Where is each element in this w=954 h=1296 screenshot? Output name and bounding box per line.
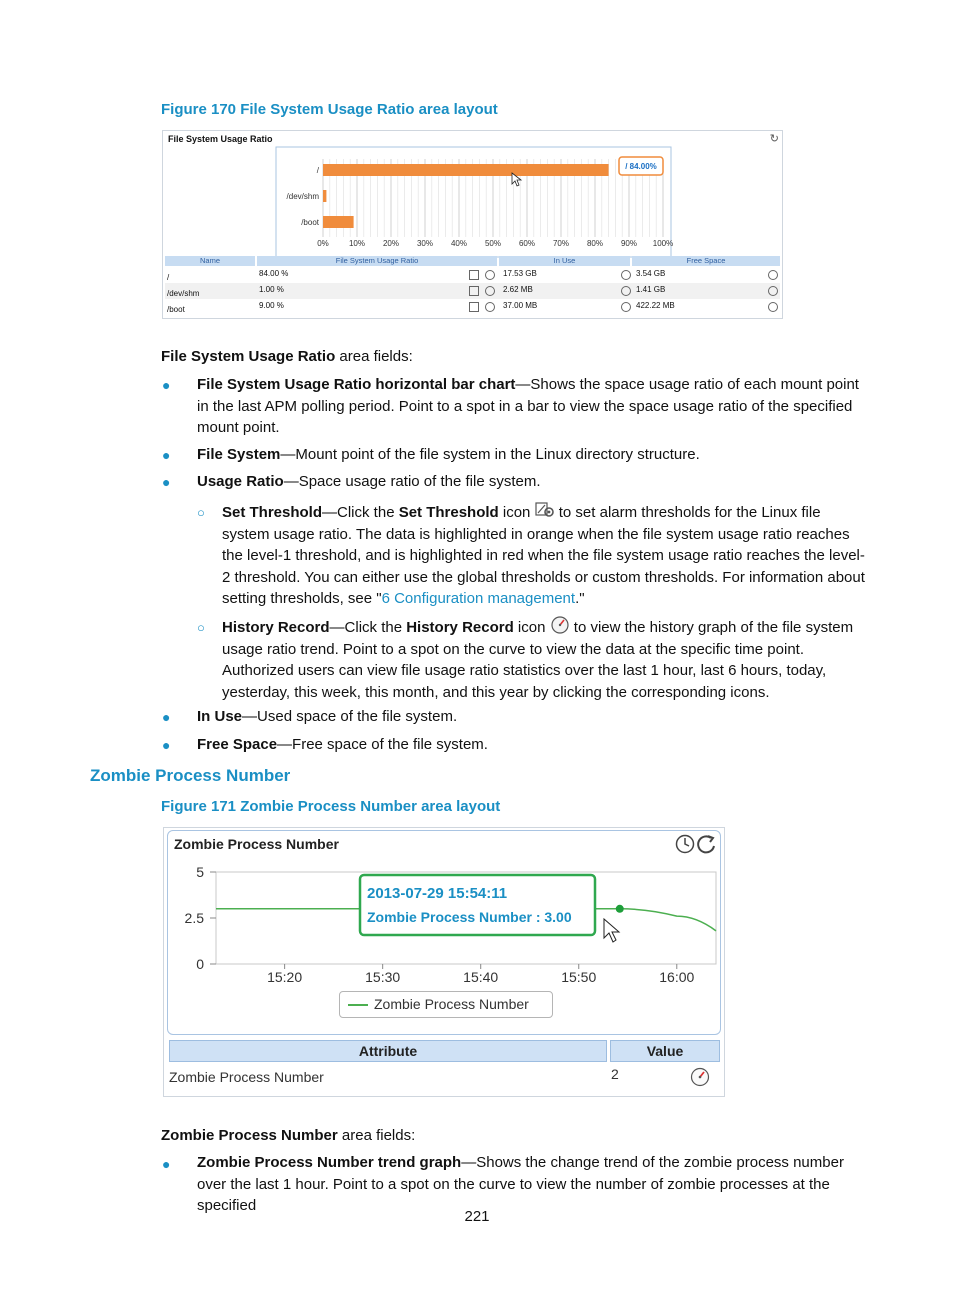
- history-record-icon[interactable]: [621, 302, 631, 312]
- history-record-icon[interactable]: [768, 286, 778, 296]
- usage-ratio-bar-chart: [273, 145, 678, 260]
- refresh-icon[interactable]: [698, 836, 714, 852]
- x-tick-label: 40%: [450, 239, 468, 248]
- category-label: /dev/shm: [286, 192, 319, 201]
- table-row: [165, 267, 780, 283]
- y-tick-label: 2.5: [184, 910, 204, 926]
- figure-171-zombie-process-number: [163, 827, 725, 1097]
- figure-170-caption: Figure 170 File System Usage Ratio area layout: [161, 101, 498, 118]
- bullet-dot: ●: [162, 1156, 171, 1172]
- history-record-icon[interactable]: [768, 270, 778, 280]
- x-tick-label: 70%: [552, 239, 570, 248]
- tooltip-value: Zombie Process Number : 3.00: [367, 909, 572, 925]
- bullet-in-use: In Use—Used space of the file system.: [197, 708, 458, 725]
- free-space-cell: 3.54 GB: [636, 269, 666, 278]
- legend-swatch: [348, 1004, 368, 1006]
- in-use-cell: 2.62 MB: [503, 285, 533, 294]
- y-tick-label: 5: [196, 864, 204, 880]
- zombie-fields-intro: Zombie Process Number area fields:: [161, 1127, 416, 1144]
- ratio-cell: 9.00 %: [259, 301, 284, 310]
- bullet-dot: ●: [162, 377, 171, 393]
- history-record-icon[interactable]: [690, 1067, 710, 1087]
- bar: [323, 216, 354, 228]
- x-tick-label: 80%: [586, 239, 604, 248]
- section-heading-zombie: Zombie Process Number: [90, 766, 291, 785]
- history-icon[interactable]: [677, 836, 694, 853]
- bullet-file-system: File System—Mount point of the file system in the Linux directory structure.: [197, 446, 700, 463]
- x-tick-label: 10%: [348, 239, 366, 248]
- set-threshold-icon: [535, 501, 555, 518]
- bullet-bar-chart: File System Usage Ratio horizontal bar chart—Shows the space usage ratio of each mount point in the last APM polling period. Point to a spot in a bar to view the space usage ratio of the specified mount point.: [197, 376, 859, 436]
- x-tick-label: 15:40: [463, 969, 499, 985]
- tooltip-text: / 84.00%: [625, 162, 657, 171]
- col-header-free-space: Free Space: [632, 256, 780, 266]
- x-tick-label: 90%: [620, 239, 638, 248]
- legend-label: Zombie Process Number: [374, 996, 529, 1012]
- bullet-dot: ●: [162, 709, 171, 725]
- col-header-name: Name: [165, 256, 255, 266]
- name-cell: /dev/shm: [167, 289, 200, 298]
- bullet-dot: ●: [162, 737, 171, 753]
- line-tooltip: [360, 875, 595, 935]
- ratio-cell: 1.00 %: [259, 285, 284, 294]
- chart-frame: [276, 147, 674, 257]
- category-label: /: [316, 166, 319, 175]
- value-cell: 2: [611, 1066, 619, 1082]
- sub-bullet-history-record: History Record—Click the History Record icon to view the history graph of the file system usage ratio trend. Point to a spot on the curve to view the data at the specific time point. Authorized users can view file usage ratio statistics over the last 1 hour, last 6 hours, today, yesterday, this week, this month, and this year by clicking the corresponding icons.: [222, 616, 865, 703]
- sub-bullet-set-threshold: Set Threshold—Click the Set Threshold icon to set alarm thresholds for the Linux file system usage ratio. The data is highlighted in orange when the file system usage ratio reaches the level-1 threshold, and is highlighted in red when the file system usage ratio reaches the level-2 threshold. You can either use the global thresholds or custom thresholds. For information about setting thresholds, see "6 Configuration management.": [222, 501, 865, 610]
- name-cell: /boot: [167, 305, 185, 314]
- free-space-cell: 422.22 MB: [636, 301, 675, 310]
- bullet-free-space: Free Space—Free space of the file system.: [197, 736, 488, 753]
- history-record-icon[interactable]: [485, 286, 495, 296]
- history-record-icon[interactable]: [768, 302, 778, 312]
- table-row: [165, 283, 780, 299]
- tooltip-time: 2013-07-29 15:54:11: [367, 885, 508, 902]
- panel-title: File System Usage Ratio: [168, 134, 273, 144]
- set-threshold-icon[interactable]: [469, 302, 479, 312]
- ratio-cell: 84.00 %: [259, 269, 289, 278]
- free-space-cell: 1.41 GB: [636, 285, 666, 294]
- bullet-dot: ●: [162, 474, 171, 490]
- sub-bullet-circle: ○: [197, 620, 205, 635]
- data-point: [616, 905, 624, 913]
- history-record-icon[interactable]: [485, 302, 495, 312]
- in-use-cell: 17.53 GB: [503, 269, 537, 278]
- bar: [323, 164, 609, 176]
- history-record-icon[interactable]: [621, 286, 631, 296]
- attribute-cell: Zombie Process Number: [169, 1069, 324, 1085]
- file-system-table: [165, 256, 780, 315]
- name-cell: /: [167, 273, 170, 282]
- refresh-icon[interactable]: ↻: [769, 133, 779, 145]
- figure-171-caption: Figure 171 Zombie Process Number area layout: [161, 798, 501, 815]
- x-tick-label: 0%: [317, 239, 329, 248]
- set-threshold-icon[interactable]: [469, 286, 479, 296]
- fsur-fields-intro: File System Usage Ratio area fields:: [161, 348, 413, 365]
- x-tick-label: 15:30: [365, 969, 401, 985]
- chart-legend[interactable]: [339, 991, 553, 1018]
- bullet-dot: ●: [162, 447, 171, 463]
- page-number: 221: [464, 1208, 490, 1225]
- sub-bullet-circle: ○: [197, 505, 205, 520]
- bullet-usage-ratio: Usage Ratio—Space usage ratio of the file system.: [197, 473, 541, 490]
- x-tick-label: 15:20: [267, 969, 303, 985]
- bar: [323, 190, 326, 202]
- table-row: [165, 299, 780, 315]
- col-header-ratio: File System Usage Ratio: [257, 256, 497, 266]
- panel-header-icons: [674, 833, 718, 855]
- figure-170-file-system-usage-ratio: [162, 130, 783, 319]
- panel-title: Zombie Process Number: [174, 836, 339, 852]
- col-header-attribute: Attribute: [169, 1040, 607, 1062]
- col-header-value: Value: [610, 1040, 720, 1062]
- zombie-line-chart: [168, 856, 720, 1006]
- y-tick-label: 0: [196, 956, 204, 972]
- history-record-icon: [550, 616, 570, 634]
- in-use-cell: 37.00 MB: [503, 301, 538, 310]
- bar-tooltip: [619, 157, 663, 175]
- x-tick-label: 16:00: [659, 969, 695, 985]
- col-header-in-use: In Use: [499, 256, 630, 266]
- x-tick-label: 50%: [484, 239, 502, 248]
- x-tick-label: 20%: [382, 239, 400, 248]
- x-tick-label: 60%: [518, 239, 536, 248]
- x-tick-label: 30%: [416, 239, 434, 248]
- config-management-link[interactable]: 6 Configuration management: [381, 590, 576, 607]
- x-tick-label: 15:50: [561, 969, 597, 985]
- set-threshold-icon[interactable]: [469, 270, 479, 280]
- category-label: /boot: [301, 218, 319, 227]
- tooltip-box: [360, 875, 595, 935]
- mouse-cursor: [604, 919, 619, 942]
- zombie-chart-panel: [167, 830, 721, 1035]
- x-tick-label: 100%: [652, 239, 674, 248]
- bullet-zombie-trend: Zombie Process Number trend graph—Shows the change trend of the zombie process number over the last 1 hour. Point to a spot on the curve to view the number of zombie processes at the specified: [197, 1154, 844, 1214]
- history-record-icon[interactable]: [485, 270, 495, 280]
- history-record-icon[interactable]: [621, 270, 631, 280]
